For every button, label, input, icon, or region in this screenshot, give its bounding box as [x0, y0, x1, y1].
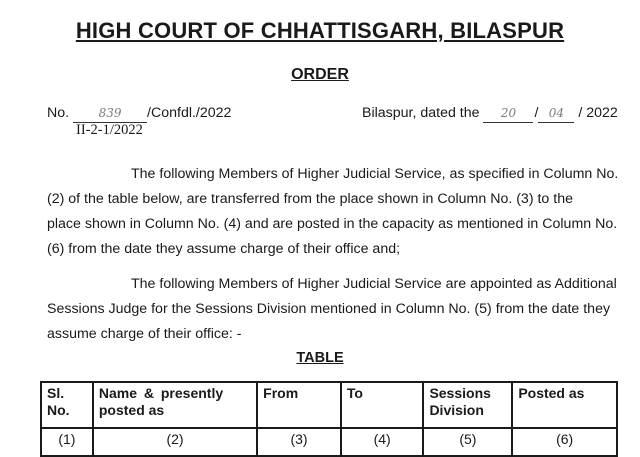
- handwritten-month: 04: [538, 104, 574, 123]
- col-number-1: (1): [41, 428, 93, 456]
- para1-line3: place shown in Column No. (4) and are posted in the capacity as mentioned in Column No.: [47, 216, 618, 232]
- table-header-row: [41, 382, 617, 428]
- col-number-3: (3): [257, 428, 341, 456]
- para2-line1: The following Members of Higher Judicial Service are appointed as Additional: [131, 276, 617, 292]
- table-row: [41, 428, 617, 456]
- table-heading: TABLE: [296, 350, 344, 366]
- col-header-sl-no: Sl. No.: [41, 382, 93, 428]
- place-date: Bilaspur, dated the 20 / 04 / 2022: [362, 105, 618, 121]
- reference-no-suffix: /Confdl./2022: [147, 105, 232, 121]
- para2-line2: Sessions Judge for the Sessions Division mentioned in Column No. (5) from the date they: [47, 301, 611, 317]
- handwritten-day: 20: [483, 104, 533, 123]
- col-number-4: (4): [341, 428, 424, 456]
- col-number-6: (6): [512, 428, 617, 456]
- handwritten-order-number: 839: [73, 104, 147, 123]
- col-header-posted-as: Posted as: [512, 382, 617, 428]
- transfer-table: [40, 381, 618, 457]
- order-title: ORDER: [291, 66, 349, 83]
- col-number-5: (5): [423, 428, 512, 456]
- court-title: HIGH COURT OF CHHATTISGARH, BILASPUR: [75, 18, 565, 43]
- para1-line1: The following Members of Higher Judicial Service, as specified in Column No.: [131, 166, 619, 182]
- col-header-sessions-division: Sessions Division: [423, 382, 512, 428]
- col-header-from: From: [257, 382, 341, 428]
- place-date-label: Bilaspur, dated the: [362, 105, 480, 121]
- date-year: / 2022: [578, 105, 618, 121]
- col-header-to: To: [341, 382, 424, 428]
- reference-no-label: No.: [47, 105, 70, 121]
- para2-line3: assume charge of their office: -: [47, 326, 242, 342]
- col-number-2: (2): [93, 428, 257, 456]
- para1-line4: (6) from the date they assume charge of their office and;: [47, 241, 401, 257]
- para1-line2: (2) of the table below, are transferred from the place shown in Column No. (3) to the: [47, 191, 573, 207]
- col-header-name: Name & presently posted as: [93, 382, 257, 428]
- file-number: II-2-1/2022: [76, 122, 143, 138]
